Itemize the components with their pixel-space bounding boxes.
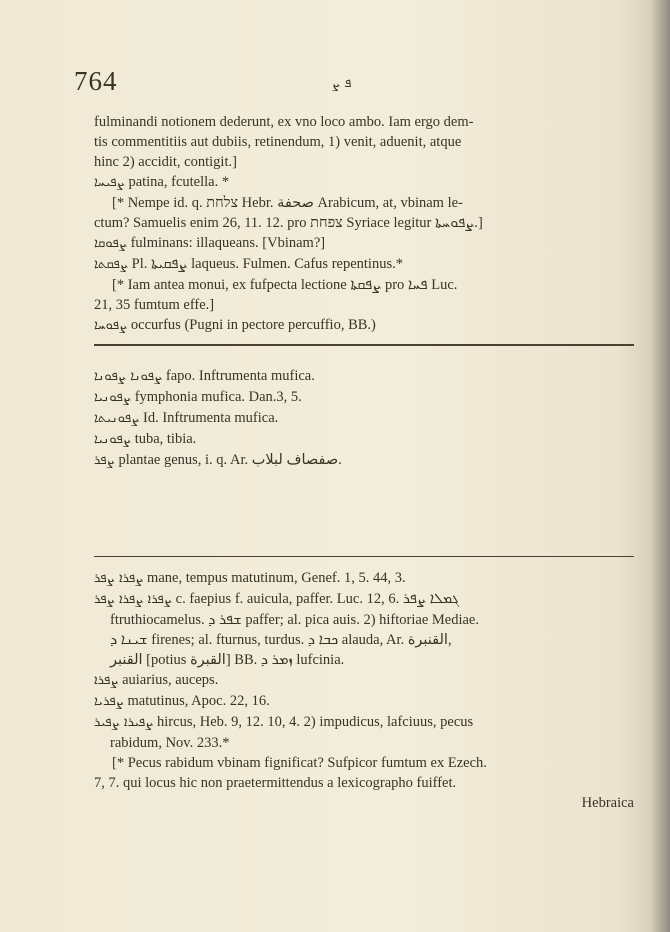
syriac-headword: ܨܦܝܪܐ ܨܦܝܪ xyxy=(94,715,154,730)
text-line xyxy=(94,429,634,450)
entry-text: fulminandi notionem dederunt, ex vno loco ambo. Iam ergo dem- xyxy=(94,114,474,130)
text-line xyxy=(94,213,634,233)
syriac-headword: ܨܦܘܩܐ xyxy=(94,236,127,251)
entry-text: [* Nempe id. q. צלחת Hebr. صحفة Arabicum, at, vbinam le- xyxy=(112,195,463,211)
entry-text: auiarius, auceps. xyxy=(118,672,219,688)
entry-text: matutinus, Apoc. 22, 16. xyxy=(123,693,270,709)
page-number: 764 xyxy=(74,66,118,96)
text-line xyxy=(94,233,634,254)
text-line xyxy=(94,295,634,315)
text-line xyxy=(94,589,634,610)
entry-text: 21, 35 fumtum effe.] xyxy=(94,297,215,313)
entry-text: [* Pecus rabidum vbinam fignificat? Sufpicor fumtum ex Ezech. xyxy=(112,755,487,771)
entry-block-3 xyxy=(94,568,634,813)
entry-text: ftruthiocamelus. ܫܦܪ ܕ paffer; al. pica auis. 2) hiftoriae Mediae. xyxy=(110,612,479,628)
text-line xyxy=(94,193,634,213)
entry-text: Hebraica xyxy=(581,795,634,811)
section-divider-1 xyxy=(94,344,634,346)
syriac-headword: ܨܦܘܢܝܬܐ xyxy=(94,411,140,426)
syriac-headword: ܨܦܘܢܐ ܨܦܘܢܐ xyxy=(94,369,163,384)
entry-block-1 xyxy=(94,112,634,336)
entry-text: hinc 2) accidit, contigit.] xyxy=(94,154,237,170)
text-line xyxy=(94,670,634,691)
text-line xyxy=(94,387,634,408)
syriac-headword: ܨܦܝܚܐ xyxy=(94,175,125,190)
syriac-headword: ܨܦܪܐ xyxy=(94,673,119,688)
entry-text: Pl. ܨܦܩܝܬܐ laqueus. Fulmen. Cafus repentinus.* xyxy=(128,256,403,272)
entry-text: fymphonia mufica. Dan.3, 5. xyxy=(131,389,302,405)
page-header xyxy=(74,66,634,106)
entry-text: 7, 7. qui locus hic non praetermittendus a lexicographo fuiffet. xyxy=(94,775,457,791)
text-line xyxy=(94,254,634,275)
text-line xyxy=(94,315,634,336)
entry-text: fapo. Inftrumenta mufica. xyxy=(162,368,315,384)
entry-text: mane, tempus matutinum, Genef. 1, 5. 44, 3. xyxy=(143,570,406,586)
text-line xyxy=(94,691,634,712)
entry-text: ctum? Samuelis enim 26, 11. 12. pro צפחת Syriace legitur ܨܦܘܚܬܐ.] xyxy=(94,215,483,231)
text-line xyxy=(94,712,634,733)
entry-text: tis commentitiis aut dubiis, retinendum, 1) venit, aduenit, atque xyxy=(94,134,462,150)
syriac-headword: ܨܦܘܚܐ xyxy=(94,318,128,333)
entry-text: rabidum, Nov. 233.* xyxy=(110,735,230,751)
entry-text: [* Iam antea monui, ex fufpecta lectione ܨܦܩܬܐ pro ܦܚܐ Luc. xyxy=(112,277,458,293)
text-line xyxy=(94,568,634,589)
entry-text: patina, fcutella. * xyxy=(124,174,230,190)
text-line xyxy=(94,650,634,670)
text-line xyxy=(94,366,634,387)
syriac-headword: ܨܦܪ xyxy=(94,453,115,468)
text-line xyxy=(94,275,634,295)
syriac-headword: ܨܦܩܬܐ xyxy=(94,257,129,272)
entry-text: القنبر [potius القبرة] BB. ܙܡܪ ܕ lufcinia. xyxy=(110,652,345,668)
text-line xyxy=(94,408,634,429)
syriac-headword: ܨܦܘܢܝܐ xyxy=(94,390,132,405)
text-line xyxy=(94,733,634,753)
text-line xyxy=(94,112,634,132)
entry-text: Id. Inftrumenta mufica. xyxy=(139,410,279,426)
section-divider-2 xyxy=(94,556,634,557)
text-line xyxy=(94,773,634,793)
text-line xyxy=(94,630,634,650)
text-line xyxy=(94,450,634,471)
text-line xyxy=(94,753,634,773)
text-line xyxy=(94,172,634,193)
entry-text: c. faepius f. auicula, paffer. Luc. 12, 6. ܓܡܠܐ ܨܦܪ xyxy=(172,591,460,607)
syriac-headword: ܨܦܪܐ ܨܦܪ xyxy=(94,571,144,586)
text-line xyxy=(94,152,634,172)
entry-text: plantae genus, i. q. Ar. صفصاف لبلاب. xyxy=(114,452,342,468)
syriac-headword: ܨܦܘܢܝܐ xyxy=(94,432,132,447)
running-head: ܦ ܨ xyxy=(332,76,352,91)
entry-text: tuba, tibia. xyxy=(131,431,197,447)
text-line xyxy=(94,793,634,813)
entry-text: hircus, Heb. 9, 12. 10, 4. 2) impudicus, lafciuus, pecus xyxy=(153,714,474,730)
text-line xyxy=(94,610,634,630)
syriac-headword: ܨܦܪܐ ܨܦܪܐ ܨܦܪ xyxy=(94,592,173,607)
syriac-headword: ܨܦܪܝܐ xyxy=(94,694,124,709)
entry-text: fulminans: illaqueans. [Vbinam?] xyxy=(126,235,326,251)
entry-block-2 xyxy=(94,366,634,471)
text-line xyxy=(94,132,634,152)
entry-text: occurfus (Pugni in pectore percuffio, BB.) xyxy=(127,317,376,333)
entry-text: ܫܝܢܐ ܕ firenes; al. fturnus, turdus. ܟܒܐ ܕ alauda, Ar. القنبرة, xyxy=(110,632,452,648)
